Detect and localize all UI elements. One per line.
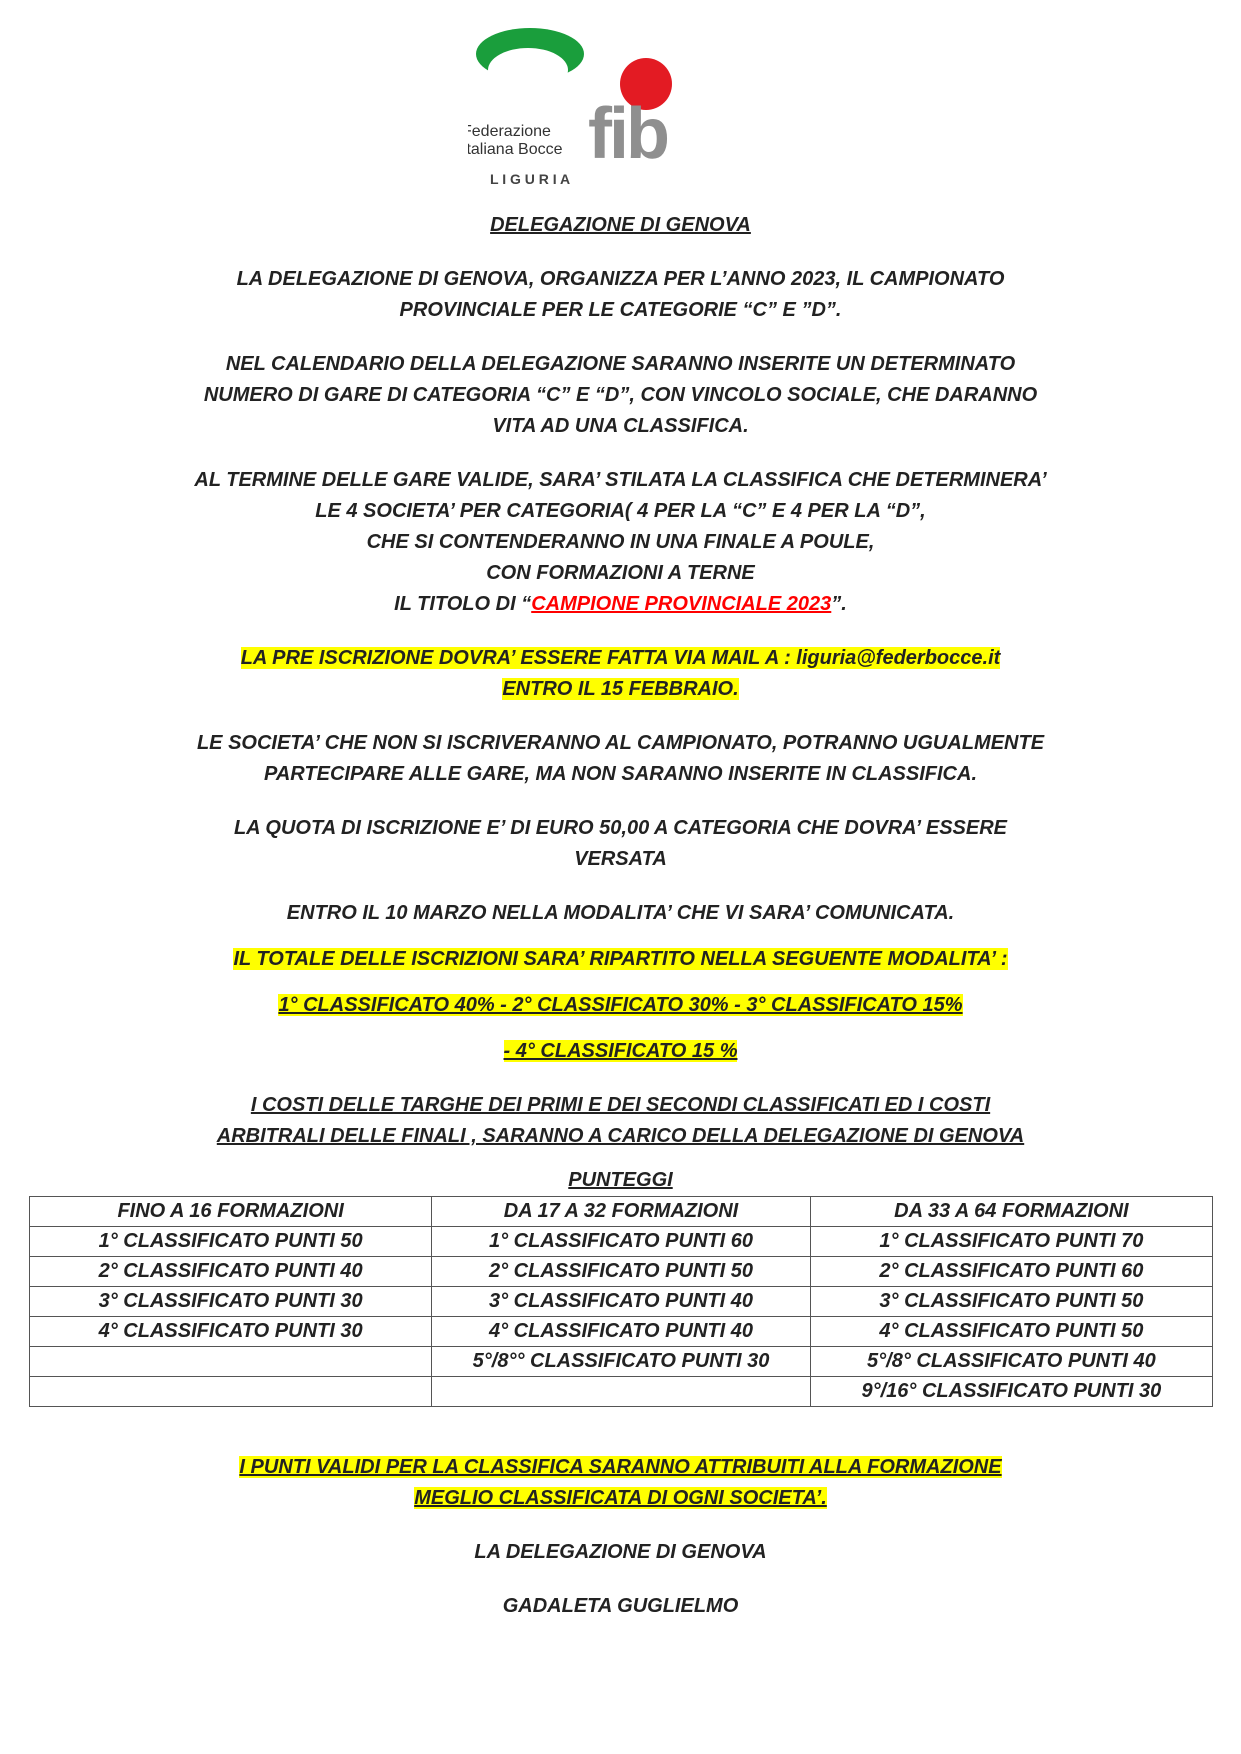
fee-paragraph: LA QUOTA DI ISCRIZIONE E’ DI EURO 50,00 A CATEGORIA CHE DOVRA’ ESSERE VERSATA (233, 817, 1008, 870)
non-registered-paragraph: LE SOCIETA’ CHE NON SI ISCRIVERANNO AL CAMPIONATO, POTRANNO UGUALMENTE PARTECIPARE ALLE GARE, MA NON SARANNO INSERITE IN CLASSIFICA. (196, 732, 1045, 785)
table-cell: 5°/8° CLASSIFICATO PUNTI 40 (810, 1347, 1212, 1377)
logo-mark: fib (588, 94, 667, 174)
table-cell: 4° CLASSIFICATO PUNTI 50 (810, 1317, 1212, 1347)
table-row (30, 1287, 1213, 1317)
table-cell: 3° CLASSIFICATO PUNTI 40 (432, 1287, 811, 1317)
table-row (30, 1317, 1213, 1347)
percent-line-1: 1° CLASSIFICATO 40% - 2° CLASSIFICATO 30% - 3° CLASSIFICATO 15% (278, 994, 963, 1016)
logo-line1: Federazione (468, 123, 551, 140)
table-row (30, 1377, 1213, 1407)
distribution-paragraph: IL TOTALE DELLE ISCRIZIONI SARA’ RIPARTITO NELLA SEGUENTE MODALITA’ : (233, 948, 1008, 970)
logo-region: L I G U R I A (490, 171, 571, 186)
scores-table (29, 1196, 1213, 1407)
signature-name: GADALETA GUGLIELMO (502, 1595, 739, 1617)
table-cell: 1° CLASSIFICATO PUNTI 70 (810, 1227, 1212, 1257)
page-title: DELEGAZIONE DI GENOVA (490, 214, 751, 236)
table-cell: 5°/8°° CLASSIFICATO PUNTI 30 (432, 1347, 811, 1377)
scores-title: PUNTEGGI (568, 1169, 673, 1191)
table-row (30, 1257, 1213, 1287)
intro-paragraph: LA DELEGAZIONE DI GENOVA, ORGANIZZA PER L’ANNO 2023, IL CAMPIONATO PROVINCIALE PER LE CATEGORIE “C” E ”D”. (236, 268, 1005, 321)
championship-title: CAMPIONE PROVINCIALE 2023 (531, 593, 832, 615)
title-line-suffix: ”. (831, 593, 847, 615)
signature-org: LA DELEGAZIONE DI GENOVA (474, 1541, 767, 1563)
ranking-paragraph: AL TERMINE DELLE GARE VALIDE, SARA’ STILATA LA CLASSIFICA CHE DETERMINERA’ LE 4 SOCIETA’ PER CATEGORIA( 4 PER LA “C” E 4 PER LA “D”, CHE SI CONTENDERANNO IN UNA FINALE A POULE, CON FORMAZIONI A TERNE IL TITOLO DI “CAMPIONE PROVINCIALE 2023”. (194, 469, 1047, 615)
table-cell: 3° CLASSIFICATO PUNTI 30 (30, 1287, 432, 1317)
title-line-prefix: IL TITOLO DI “ (394, 593, 532, 615)
table-cell (432, 1377, 811, 1407)
table-header-cell: DA 17 A 32 FORMAZIONI (432, 1197, 811, 1227)
table-cell (30, 1347, 432, 1377)
table-cell: 3° CLASSIFICATO PUNTI 50 (810, 1287, 1212, 1317)
costs-paragraph: I COSTI DELLE TARGHE DEI PRIMI E DEI SECONDI CLASSIFICATI ED I COSTI ARBITRALI DELLE FINALI , SARANNO A CARICO DELLA DELEGAZIONE DI GENOVA (216, 1094, 1025, 1147)
table-row (30, 1227, 1213, 1257)
logo-line2: Italiana Bocce (468, 141, 563, 158)
table-header-cell: DA 33 A 64 FORMAZIONI (810, 1197, 1212, 1227)
table-cell (30, 1377, 432, 1407)
table-cell: 2° CLASSIFICATO PUNTI 40 (30, 1257, 432, 1287)
table-header-row (30, 1197, 1213, 1227)
table-cell: 4° CLASSIFICATO PUNTI 30 (30, 1317, 432, 1347)
preregistration-paragraph: LA PRE ISCRIZIONE DOVRA’ ESSERE FATTA VIA MAIL A : liguria@federbocce.it ENTRO IL 15 FEBBRAIO. (240, 647, 1001, 700)
table-header-cell: FINO A 16 FORMAZIONI (30, 1197, 432, 1227)
table-row (30, 1347, 1213, 1377)
valid-points-paragraph: I PUNTI VALIDI PER LA CLASSIFICA SARANNO ATTRIBUITI ALLA FORMAZIONE MEGLIO CLASSIFICATA DI OGNI SOCIETA’. (239, 1456, 1002, 1509)
percent-line-2: - 4° CLASSIFICATO 15 % (503, 1040, 738, 1062)
table-cell: 1° CLASSIFICATO PUNTI 50 (30, 1227, 432, 1257)
document-body (0, 210, 1241, 1196)
table-cell: 4° CLASSIFICATO PUNTI 40 (432, 1317, 811, 1347)
logo-white-cutout (488, 48, 568, 92)
deadline-paragraph: ENTRO IL 10 MARZO NELLA MODALITA’ CHE VI SARA’ COMUNICATA. (286, 902, 955, 924)
table-cell: 2° CLASSIFICATO PUNTI 50 (432, 1257, 811, 1287)
calendar-paragraph: NEL CALENDARIO DELLA DELEGAZIONE SARANNO INSERITE UN DETERMINATO NUMERO DI GARE DI CATEGORIA “C” E “D”, CON VINCOLO SOCIALE, CHE DARANNO VITA AD UNA CLASSIFICA. (203, 353, 1038, 437)
fib-logo (468, 26, 758, 186)
fib-logo-graphic (468, 26, 758, 186)
table-cell: 9°/16° CLASSIFICATO PUNTI 30 (810, 1377, 1212, 1407)
document-footer (0, 1452, 1241, 1622)
table-cell: 1° CLASSIFICATO PUNTI 60 (432, 1227, 811, 1257)
table-cell: 2° CLASSIFICATO PUNTI 60 (810, 1257, 1212, 1287)
